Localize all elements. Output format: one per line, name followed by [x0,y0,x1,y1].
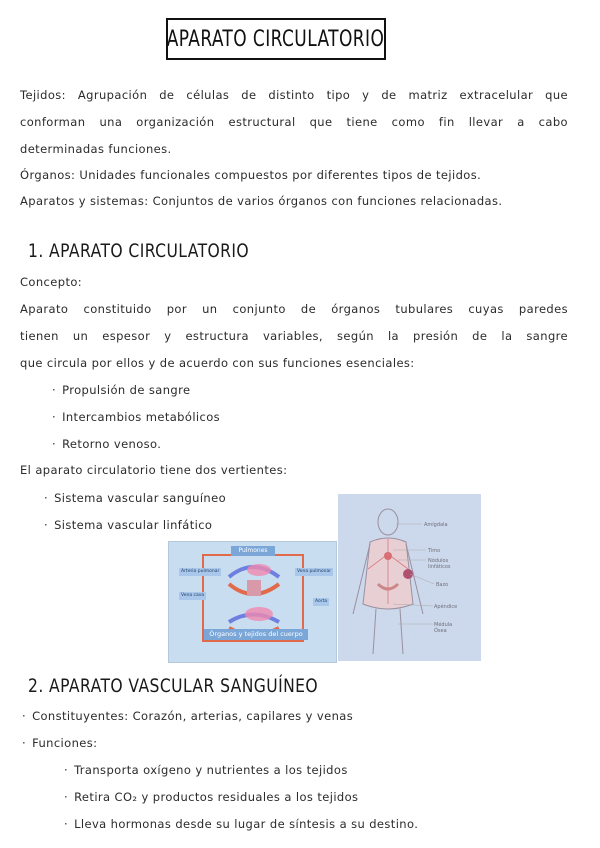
lymphatic-system-figure [338,494,481,661]
list-item-label: Retira CO₂ y productos residuales a los tejidos [74,790,359,804]
page-title [166,18,386,60]
list-item-label: Transporta oxígeno y nutrientes a los tejidos [74,763,348,777]
list-item-label: Retorno venoso. [62,437,162,451]
section1-heading: 1. APARATO CIRCULATORIO [28,240,250,262]
figure2-label: Nódulos linfáticos [428,558,451,570]
figure2-label: Bazo [436,582,449,588]
list-item-label: Sistema vascular linfático [54,518,213,532]
list-item-label: Sistema vascular sanguíneo [54,491,227,505]
figure2-label: Apéndice [434,604,458,610]
section2-heading: 2. APARATO VASCULAR SANGUÍNEO [28,675,319,697]
circulation-diagram [168,541,337,663]
figure2-label: Amígdala [424,522,448,528]
list-item: · Sistema vascular linfático [44,518,213,532]
figure1-lungs-label: Pulmones [231,546,275,556]
list-item: · Retorno venoso. [52,437,162,451]
human-body-outline [338,494,481,661]
list-item: · Sistema vascular sanguíneo [44,491,227,505]
definition-line1: Aparato constituido por un conjunto de órganos tubulares cuyas paredes [20,302,568,316]
list-item-label: Constituyentes: Corazón, arterias, capilares y venas [32,709,354,723]
definition-line3: que circula por ellos y de acuerdo con sus funciones esenciales: [20,356,415,370]
vertientes-intro: El aparato circulatorio tiene dos vertientes: [20,463,288,477]
figure2-label: Timo [428,548,441,554]
list-item-label: Intercambios metabólicos [62,410,221,424]
list-item: · Funciones: [22,736,98,750]
concepto-label: Concepto: [20,275,83,289]
intro-tejidos-line3: determinadas funciones. [20,142,172,156]
circulation-arrows [169,542,336,662]
list-item: · Propulsión de sangre [52,383,191,397]
figure2-label: Médula Ósea [434,622,453,634]
intro-tejidos-line1: Tejidos: Agrupación de células de distinto tipo y de matriz extracelular que [20,88,568,102]
list-item: · Retira CO₂ y productos residuales a los tejidos [64,790,359,804]
figure1-right-label: Vena pulmonar [297,569,332,574]
figure1-right-label: Aorta [315,599,328,604]
definition-line2: tienen un espesor y estructura variables, según la presión de la sangre [20,329,568,343]
figure1-body-label: Órganos y tejidos del cuerpo [204,629,308,640]
list-item: · Constituyentes: Corazón, arterias, capilares y venas [22,709,354,723]
list-item: · Intercambios metabólicos [52,410,221,424]
list-item-label: Funciones: [32,736,98,750]
figure1-left-label: Arteria pulmonar [181,569,220,574]
list-item: · Transporta oxígeno y nutrientes a los tejidos [64,763,348,777]
list-item-label: Propulsión de sangre [62,383,191,397]
intro-tejidos-line2: conforman una organización estructural que tiene como fin llevar a cabo [20,115,568,129]
intro-aparatos: Aparatos y sistemas: Conjuntos de varios órganos con funciones relacionadas. [20,194,503,208]
figure1-left-label: Vena cava [181,593,205,598]
intro-organos: Órganos: Unidades funcionales compuestos por diferentes tipos de tejidos. [20,168,482,182]
list-item: · Lleva hormonas desde su lugar de síntesis a su destino. [64,817,419,831]
page-title-text: APARATO CIRCULATORIO [167,26,385,52]
list-item-label: Lleva hormonas desde su lugar de síntesis a su destino. [74,817,419,831]
